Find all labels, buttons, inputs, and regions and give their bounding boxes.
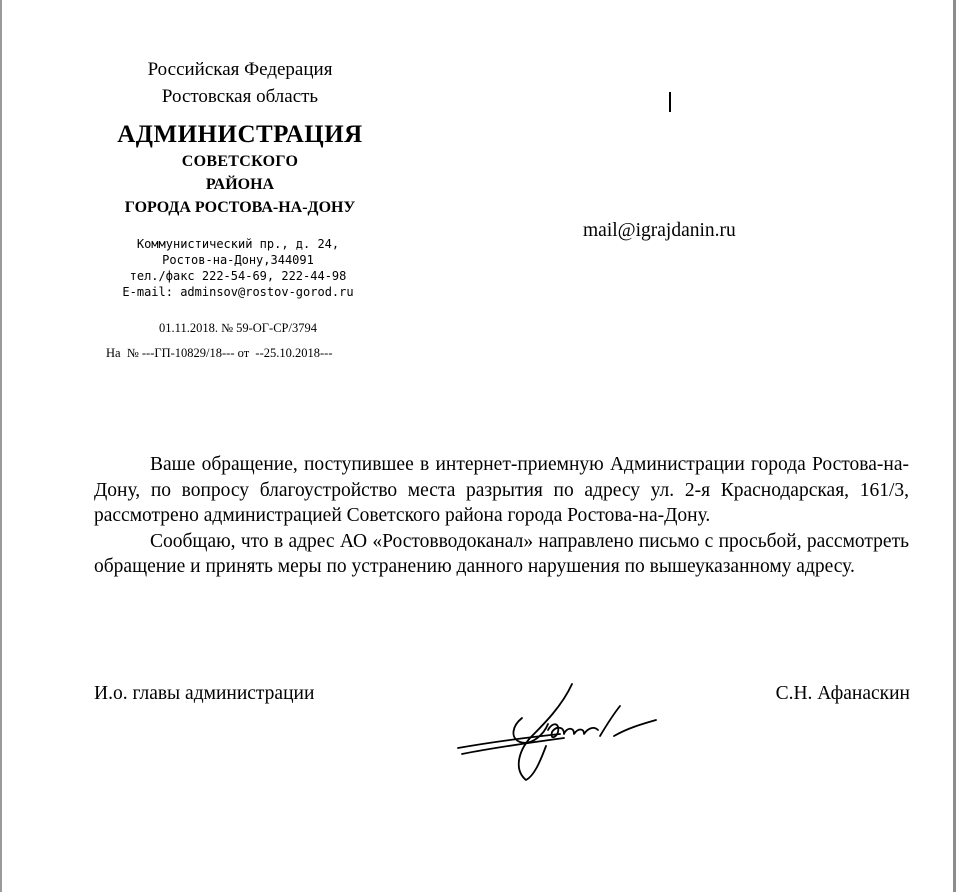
address-line-1: Коммунистический пр., д. 24, — [136, 237, 340, 251]
region-line: Ростовская область — [161, 86, 319, 107]
phone-line: тел./факс 222-54-69, 222-44-98 — [129, 269, 347, 283]
email-line: E-mail: adminsov@rostov-gorod.ru — [122, 285, 354, 299]
handwritten-signature — [452, 676, 662, 786]
text-cursor — [669, 92, 671, 112]
body-paragraph-2: Сообщаю, что в адрес АО «Ростовводоканал» направлено письмо с просьбой, рассмотреть обращение и принять меры по устранению данного нарушения по вышеуказанному адресу. — [94, 530, 909, 577]
contact-block — [98, 236, 378, 300]
organization-line-3: РАЙОНА — [205, 176, 275, 193]
page-edge-left — [0, 0, 2, 892]
letterhead — [90, 56, 390, 219]
letter-body — [94, 452, 909, 580]
organization-title: АДМИНИСТРАЦИЯ — [117, 121, 363, 148]
recipient-email: mail@igrajdanin.ru — [583, 220, 736, 241]
body-paragraph-1: Ваше обращение, поступившее в интернет-приемную Администрации города Ростова-на-Дону, по вопросу благоустройство места разрытия по адресу ул. 2-я Краснодарская, 161/3, рассмотрено администрацией Советского района города Ростова-на-Дону. — [94, 454, 909, 526]
address-line-2: Ростов-на-Дону,344091 — [162, 253, 314, 267]
organization-line-2: СОВЕТСКОГО — [181, 153, 299, 170]
signatory-role: И.о. главы администрации — [94, 683, 315, 704]
reference-number: На № ---ГП-10829/18--- от --25.10.2018--- — [106, 346, 333, 360]
signatory-name: С.Н. Афанаскин — [775, 683, 910, 704]
outgoing-number: 01.11.2018. № 59-ОГ-СР/3794 — [159, 321, 317, 335]
country-line: Российская Федерация — [147, 59, 333, 80]
organization-line-4: ГОРОДА РОСТОВА-НА-ДОНУ — [124, 199, 356, 216]
